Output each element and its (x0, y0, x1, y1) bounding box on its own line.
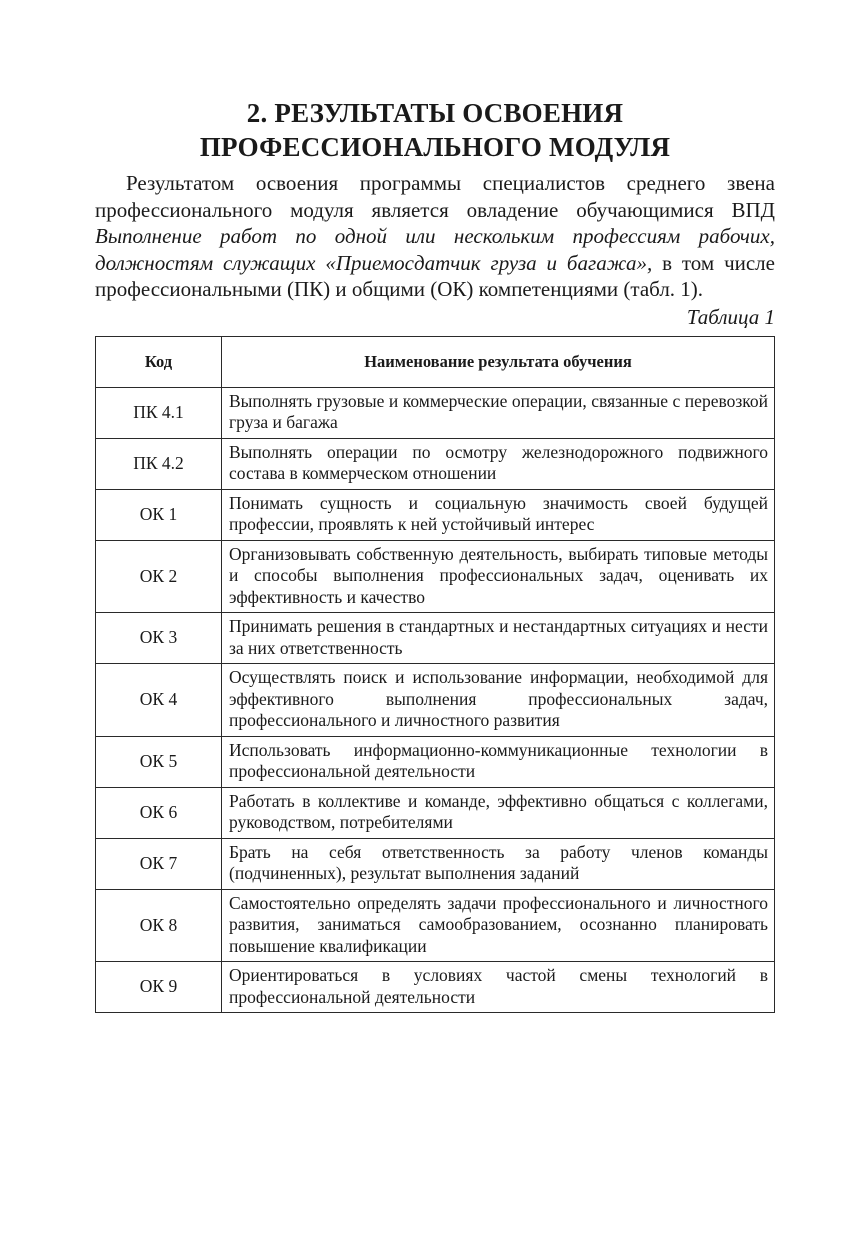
competency-code: ОК 6 (96, 787, 222, 838)
competency-code: ОК 3 (96, 613, 222, 664)
competency-description: Выполнять операции по осмотру железнодорожного подвижного состава в коммерческом отношении (222, 438, 775, 489)
table-row (96, 489, 775, 540)
competency-description: Осуществлять поиск и использование информации, необходимой для эффективного выполнения профессиональных задач, профессионального и личностного развития (222, 664, 775, 737)
competencies-table (95, 336, 775, 1014)
competency-code: ОК 4 (96, 664, 222, 737)
competency-description: Самостоятельно определять задачи профессионального и личностного развития, заниматься самообразованием, осознанно планировать повышение квалификации (222, 889, 775, 962)
section-heading-line-1: 2. РЕЗУЛЬТАТЫ ОСВОЕНИЯ (246, 98, 624, 128)
section-heading (95, 96, 775, 164)
competency-code: ПК 4.2 (96, 438, 222, 489)
competency-code: ОК 8 (96, 889, 222, 962)
intro-text-end: в том числе профессиональными (ПК) и общими (ОК) компетенциями (табл. 1). (95, 250, 775, 301)
competency-code: ОК 5 (96, 736, 222, 787)
table-row (96, 838, 775, 889)
competency-description: Понимать сущность и социальную значимость своей будущей профессии, проявлять к ней устойчивый интерес (222, 489, 775, 540)
competency-description: Использовать информационно-коммуникационные технологии в профессиональной деятельности (222, 736, 775, 787)
competency-description: Брать на себя ответственность за работу членов команды (подчиненных), результат выполнения заданий (222, 838, 775, 889)
table-row (96, 613, 775, 664)
competency-code: ОК 2 (96, 540, 222, 613)
competency-code: ОК 9 (96, 962, 222, 1013)
intro-paragraph (95, 170, 775, 303)
table-row (96, 387, 775, 438)
section-heading-line-2: ПРОФЕССИОНАЛЬНОГО МОДУЛЯ (199, 132, 671, 162)
table-row (96, 889, 775, 962)
competency-description: Принимать решения в стандартных и нестандартных ситуациях и нести за них ответственность (222, 613, 775, 664)
page-content (95, 96, 775, 1013)
competency-code: ПК 4.1 (96, 387, 222, 438)
table-row (96, 540, 775, 613)
competency-code: ОК 7 (96, 838, 222, 889)
table-body (96, 387, 775, 1013)
table-row (96, 438, 775, 489)
header-code: Код (96, 336, 222, 387)
table-row (96, 962, 775, 1013)
table-caption: Таблица 1 (686, 304, 775, 329)
competency-description: Выполнять грузовые и коммерческие операции, связанные с перевозкой груза и багажа (222, 387, 775, 438)
competency-description: Работать в коллективе и команде, эффективно общаться с коллегами, руководством, потребителями (222, 787, 775, 838)
competency-description: Ориентироваться в условиях частой смены технологий в профессиональной деятельности (222, 962, 775, 1013)
intro-italic-text: Выполнение работ по одной или нескольким профессиям рабочих, должностям служащих «Приемосдатчик груза и багажа», (95, 224, 775, 275)
table-row (96, 787, 775, 838)
header-result-name: Наименование результата обучения (222, 336, 775, 387)
table-header-row (96, 336, 775, 387)
competency-code: ОК 1 (96, 489, 222, 540)
table-row (96, 736, 775, 787)
competency-description: Организовывать собственную деятельность, выбирать типовые методы и способы выполнения профессиональных задач, оценивать их эффективность и качество (222, 540, 775, 613)
table-row (96, 664, 775, 737)
intro-text-start: Результатом освоения программы специалистов среднего звена профессионального модуля является овладение обучающимися ВПД (95, 171, 775, 222)
